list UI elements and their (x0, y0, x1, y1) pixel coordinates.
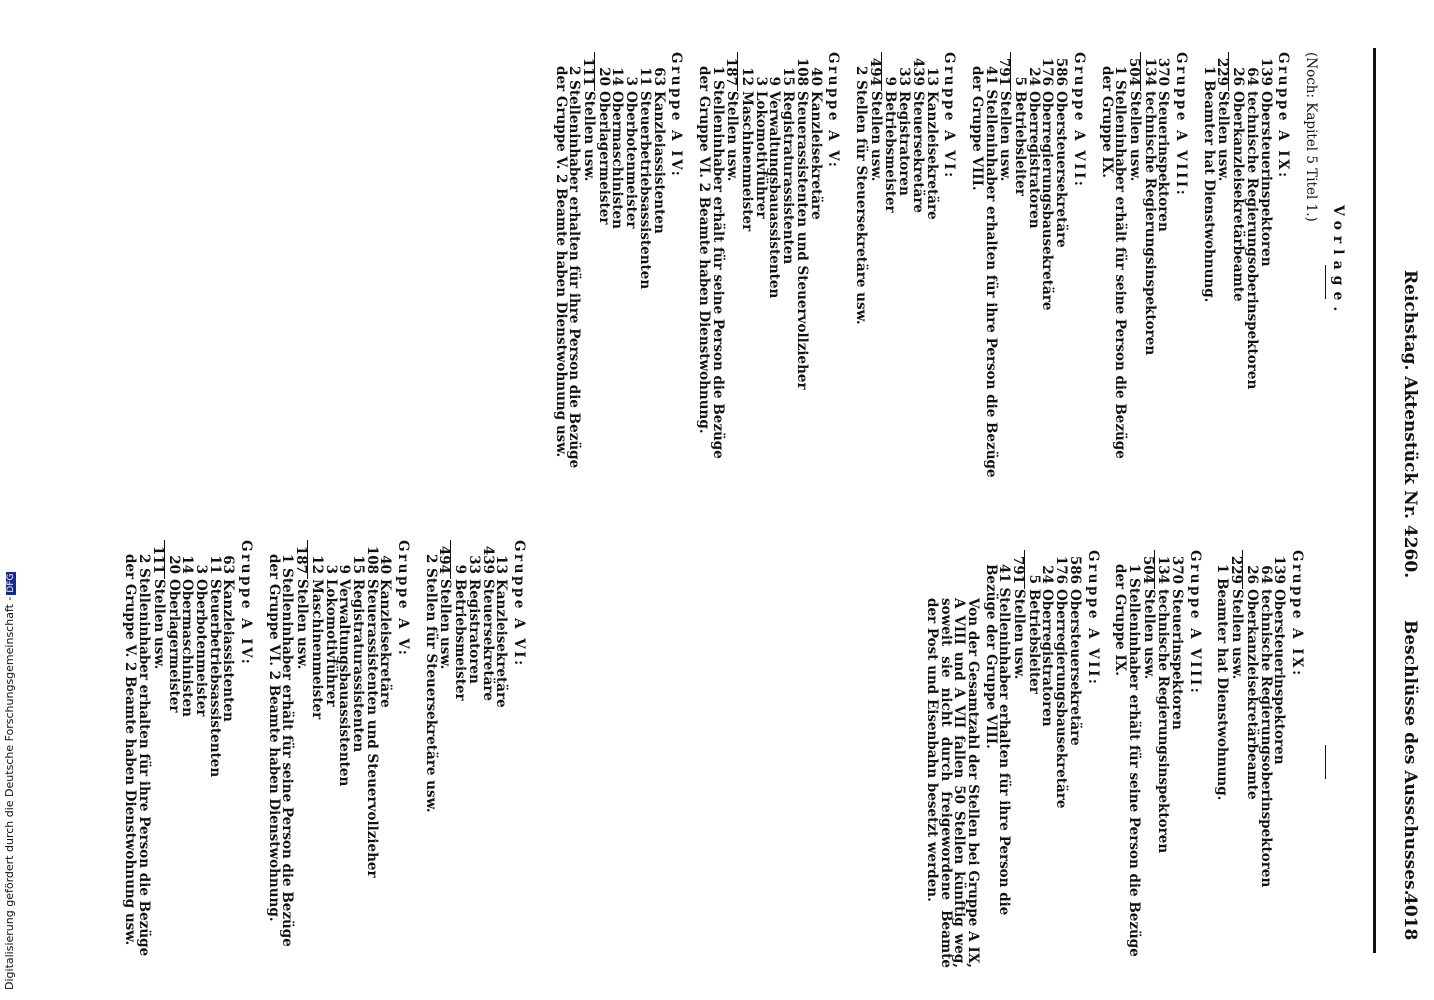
group-row (1244, 52, 1258, 482)
row-label: Verwaltungsbauassistenten (766, 91, 783, 299)
total-label: Stellen usw. (1140, 589, 1157, 680)
group-row (337, 540, 351, 970)
total-count: 791 (1010, 550, 1025, 589)
row-count: 64 (1257, 565, 1274, 584)
row-count: 64 (1243, 67, 1260, 86)
row-label: Betriebsmeister (452, 579, 469, 701)
row-count: 586 (1066, 555, 1083, 584)
row-count: 3 (752, 76, 769, 86)
group-row (1244, 550, 1258, 970)
row-count: 24 (1025, 67, 1042, 86)
group-row (739, 52, 756, 482)
group-row (623, 52, 640, 482)
row-count: 13 (923, 67, 940, 86)
row-label: Betriebsleiter (1012, 91, 1029, 196)
group-row (452, 540, 469, 970)
row-count: 33 (465, 555, 482, 574)
group-row (596, 52, 610, 482)
top-rule (1373, 48, 1376, 953)
row-label: Kanzleisekretäre (493, 579, 510, 708)
group-row (924, 52, 938, 482)
row-count: 3 (192, 564, 209, 574)
total-label: Stellen usw. (437, 579, 454, 670)
total-count: 111 (580, 52, 595, 91)
group-heading: Gruppe A IX: (1289, 550, 1305, 678)
row-label: Steuerassistenten und Steuervollzieher (793, 91, 810, 390)
row-label: Betriebsmeister (882, 91, 899, 213)
group-row (1067, 550, 1081, 970)
row-label: technische Regierungsoberinspektoren (1243, 91, 1260, 390)
group-row (781, 52, 795, 482)
row-count: 12 (739, 67, 756, 86)
row-label: Maschinenmeister (739, 91, 756, 232)
row-count: 63 (650, 67, 667, 86)
row-label: Oberregistratoren (1025, 91, 1042, 229)
total-count: 791 (997, 52, 1012, 91)
bold-note: Von der Gesamtzahl der Stellen bei Gruppe A IX, A VIII und A VII fallen 50 Stellen künftig weg, soweit sie nicht durch freigewordene Beamte der Post und Eisenbahn besetzt werden. (923, 598, 981, 968)
row-count: 20 (165, 555, 182, 574)
total-count: 504 (1140, 550, 1155, 589)
row-count: 176 (1053, 555, 1070, 584)
group-total (867, 52, 882, 482)
group-note: 1 Stelleninhaber erhält für seine Person die Bezüge der Gruppe IX. (1098, 66, 1129, 459)
row-count: 11 (206, 555, 223, 574)
row-label: Oberlagermeister (595, 91, 612, 225)
row-count: 14 (609, 67, 626, 86)
group-total (293, 540, 311, 970)
row-label: Oberregistratoren (1039, 589, 1056, 727)
group-note: 2 Stellen für Steuersekretäre usw. (853, 66, 870, 325)
right-group-list-a (983, 550, 1303, 970)
group-row (350, 540, 364, 970)
row-count: 134 (1141, 57, 1158, 86)
group-row (364, 540, 378, 970)
group-total (997, 52, 1012, 482)
row-label: Oberbotenmeister (623, 91, 640, 229)
group-row (794, 52, 808, 482)
left-column-upper (553, 52, 1317, 482)
row-label: technische Regierungsinspektoren (1141, 91, 1158, 356)
group-note: 2 Stellen für Steuersekretäre usw. (422, 554, 439, 813)
group-total (1228, 550, 1246, 970)
group-heading: Gruppe A VII: (1070, 52, 1087, 189)
row-count: 5 (1025, 574, 1042, 584)
row-label: Oberlagermeister (165, 579, 182, 713)
group-total (437, 540, 452, 970)
total-count: 229 (1215, 52, 1230, 91)
header-left: Reichstag. Aktenstück Nr. 4260. (1400, 270, 1420, 579)
row-count: 40 (377, 555, 394, 574)
row-label: Registraturassistenten (780, 91, 797, 265)
intro-text: (Noch: Kapitel 5 Titel 1.) (1303, 52, 1319, 222)
group-row (1142, 52, 1156, 482)
title-rule (1325, 265, 1326, 299)
vorlage-title: Vorlage. (1330, 205, 1346, 318)
group-row (323, 540, 337, 970)
group-row (1026, 52, 1040, 482)
row-label: Lokomotivführer (322, 579, 339, 707)
row-label: technische Regierungsoberinspektoren (1257, 589, 1274, 888)
group-row (180, 540, 194, 970)
row-label: Registratoren (896, 91, 913, 196)
group-row (1272, 550, 1286, 970)
row-label: Oberbotenmeister (192, 579, 209, 717)
row-label: Obermaschinisten (609, 91, 626, 229)
group-row (767, 52, 781, 482)
group-row (651, 52, 665, 482)
row-count: 33 (896, 67, 913, 86)
right-column-upper (924, 550, 1317, 970)
row-count: 5 (1012, 76, 1029, 86)
row-label: Steuersekretäre (479, 579, 496, 702)
row-count: 139 (1271, 555, 1288, 584)
total-label: Stellen usw. (1229, 589, 1246, 680)
row-count: 370 (1155, 57, 1172, 86)
group-row (193, 540, 207, 970)
group-heading: Gruppe A IX: (1275, 52, 1292, 180)
group-total (150, 540, 165, 970)
group-row (753, 52, 767, 482)
group-total (1010, 550, 1028, 970)
group-row (883, 52, 897, 482)
row-count: 108 (363, 545, 380, 574)
row-count: 13 (493, 555, 510, 574)
row-label: Obersteuersekretäre (1053, 91, 1070, 248)
group-row (808, 52, 822, 482)
group-row (1258, 550, 1272, 970)
total-count: 229 (1228, 550, 1243, 589)
total-label: Stellen usw. (867, 91, 884, 182)
total-count: 494 (867, 52, 882, 91)
row-count: 439 (479, 545, 496, 574)
row-label: Obersteuerinspektoren (1257, 91, 1274, 267)
group-note: 2 Stelleninhaber erhalten für ihre Person die Bezüge der Gruppe V. 2 Beamte haben Dienstwohnung usw. (552, 66, 583, 469)
total-count: 504 (1126, 52, 1141, 91)
dfg-logo: DFG (6, 573, 16, 593)
row-count: 26 (1230, 67, 1247, 86)
row-count: 9 (336, 564, 353, 574)
group-row (1040, 550, 1054, 970)
row-count: 134 (1155, 555, 1172, 584)
group-note: 2 Stelleninhaber erhalten für ihre Person die Bezüge der Gruppe V. 2 Beamte haben Dienstwohnung usw. (122, 554, 153, 957)
row-count: 9 (452, 564, 469, 574)
row-label: Oberregierungsbausekretäre (1039, 91, 1056, 311)
group-note: 1 Stelleninhaber erhält für seine Person die Bezüge der Gruppe IX. (1112, 564, 1142, 957)
group-note: 41 Stelleninhaber erhalten für ihre Person die Bezüge der Gruppe VIII. (968, 66, 999, 478)
row-count: 139 (1257, 57, 1274, 86)
group-row (1156, 52, 1170, 482)
right-column-lower (123, 540, 539, 970)
row-count: 586 (1053, 57, 1070, 86)
group-row (494, 540, 508, 970)
group-row (1026, 550, 1040, 970)
group-row (610, 52, 624, 482)
row-label: Obermaschinisten (179, 579, 196, 717)
group-note: 41 Stelleninhaber erhalten für ihre Person die Bezüge der Gruppe VIII. (982, 564, 1013, 916)
group-row (1156, 550, 1170, 970)
left-group-list-a (552, 52, 1292, 482)
page-number: 4018 (1400, 893, 1420, 941)
right-group-list-b (123, 540, 525, 970)
right-title-rule (1325, 745, 1326, 779)
group-row (896, 52, 913, 482)
row-label: Kanzleiassistenten (220, 579, 237, 722)
row-count: 15 (780, 67, 797, 86)
group-row (466, 540, 480, 970)
row-label: Kanzleisekretäre (377, 579, 394, 708)
group-row (166, 540, 180, 970)
group-row (637, 52, 651, 482)
total-label: Stellen usw. (724, 91, 741, 182)
group-heading: Gruppe A VI: (941, 52, 958, 180)
group-row (480, 540, 494, 970)
row-count: 176 (1039, 57, 1056, 86)
total-count: 187 (293, 540, 308, 579)
row-label: Maschinenmeister (308, 579, 325, 720)
row-label: Kanzleisekretäre (923, 91, 940, 220)
group-row (1258, 52, 1272, 482)
group-heading: Gruppe A V: (395, 540, 412, 658)
row-label: Obersteuerinspektoren (1271, 589, 1288, 765)
group-note: 1 Beamter hat Dienstwohnung. (1214, 564, 1231, 801)
group-heading: Gruppe A IV: (238, 540, 255, 667)
group-row (221, 540, 235, 970)
group-row (1040, 52, 1054, 482)
group-total (1215, 52, 1230, 482)
group-total (580, 52, 598, 482)
row-label: Oberregierungsbausekretäre (1053, 589, 1070, 809)
row-count: 3 (322, 564, 339, 574)
group-total (724, 52, 739, 482)
group-row (1169, 550, 1186, 970)
header-center: Beschlüsse des Ausschusses. (1400, 620, 1420, 896)
row-count: 14 (179, 555, 196, 574)
row-label: Lokomotivführer (752, 91, 769, 219)
group-row (1012, 52, 1029, 482)
row-label: Oberkanzleisekretärbeamte (1230, 91, 1247, 302)
row-count: 12 (308, 555, 325, 574)
footer-text: Digitalisierung gefördert durch die Deutsche Forschungsgemeinschaft - (3, 596, 16, 990)
row-label: Kanzleisekretäre (807, 91, 824, 220)
group-heading: Gruppe A VI: (511, 540, 527, 668)
row-label: Kanzleiassistenten (650, 91, 667, 234)
row-count: 3 (623, 76, 640, 86)
row-count: 11 (636, 67, 653, 86)
total-label: Stellen usw. (1011, 589, 1028, 680)
row-count: 20 (595, 67, 612, 86)
group-row (207, 540, 221, 970)
total-label: Stellen usw. (150, 579, 167, 670)
group-row (378, 540, 392, 970)
total-label: Stellen usw. (1126, 91, 1143, 182)
row-count: 24 (1039, 565, 1056, 584)
row-label: Steuerinspektoren (1169, 589, 1186, 730)
total-count: 111 (150, 540, 165, 579)
group-total (1140, 550, 1155, 970)
total-label: Stellen usw. (294, 579, 311, 670)
group-heading: Gruppe A IV: (668, 52, 685, 179)
group-heading: Gruppe A VII: (1084, 550, 1101, 687)
row-label: Steuerbetriebsassistenten (636, 91, 653, 290)
total-count: 494 (437, 540, 452, 579)
row-label: Registratoren (465, 579, 482, 684)
group-note: 1 Stelleninhaber erhält für seine Person die Bezüge der Gruppe VI. 2 Beamte haben Dienstwohnung. (695, 66, 726, 459)
group-note: 1 Stelleninhaber erhält für seine Person die Bezüge der Gruppe VI. 2 Beamte haben Dienstwohnung. (265, 554, 296, 947)
row-label: Steuersekretäre (909, 91, 926, 214)
group-heading: Gruppe A VIII: (1186, 550, 1203, 696)
row-label: Oberkanzleisekretärbeamte (1243, 589, 1260, 800)
row-count: 15 (349, 555, 366, 574)
group-row (1053, 550, 1070, 970)
row-label: Obersteuersekretäre (1066, 589, 1083, 746)
row-label: Betriebsleiter (1025, 589, 1042, 694)
row-count: 439 (909, 57, 926, 86)
group-total (1126, 52, 1141, 482)
group-note: 1 Beamter hat Dienstwohnung. (1200, 66, 1217, 303)
row-count: 9 (766, 76, 783, 86)
row-label: technische Regierungsinspektoren (1155, 589, 1172, 854)
row-label: Steuerassistenten und Steuervollzieher (363, 579, 380, 878)
row-count: 370 (1169, 555, 1186, 584)
row-label: Steuerbetriebsassistenten (206, 579, 223, 778)
total-label: Stellen usw. (581, 91, 598, 182)
total-count: 187 (724, 52, 739, 91)
row-count: 9 (882, 76, 899, 86)
group-heading: Gruppe A V: (825, 52, 842, 170)
row-label: Verwaltungsbauassistenten (336, 579, 353, 787)
footer-credit (3, 572, 16, 990)
group-row (309, 540, 323, 970)
group-row (1230, 52, 1247, 482)
row-label: Registraturassistenten (349, 579, 366, 753)
row-count: 63 (220, 555, 237, 574)
group-heading: Gruppe A VIII: (1173, 52, 1190, 198)
row-label: Steuerinspektoren (1155, 91, 1172, 232)
group-row (910, 52, 924, 482)
total-label: Stellen usw. (997, 91, 1014, 182)
group-row (1053, 52, 1070, 482)
row-count: 108 (793, 57, 810, 86)
row-count: 40 (807, 67, 824, 86)
row-count: 26 (1243, 565, 1260, 584)
total-label: Stellen usw. (1215, 91, 1232, 182)
